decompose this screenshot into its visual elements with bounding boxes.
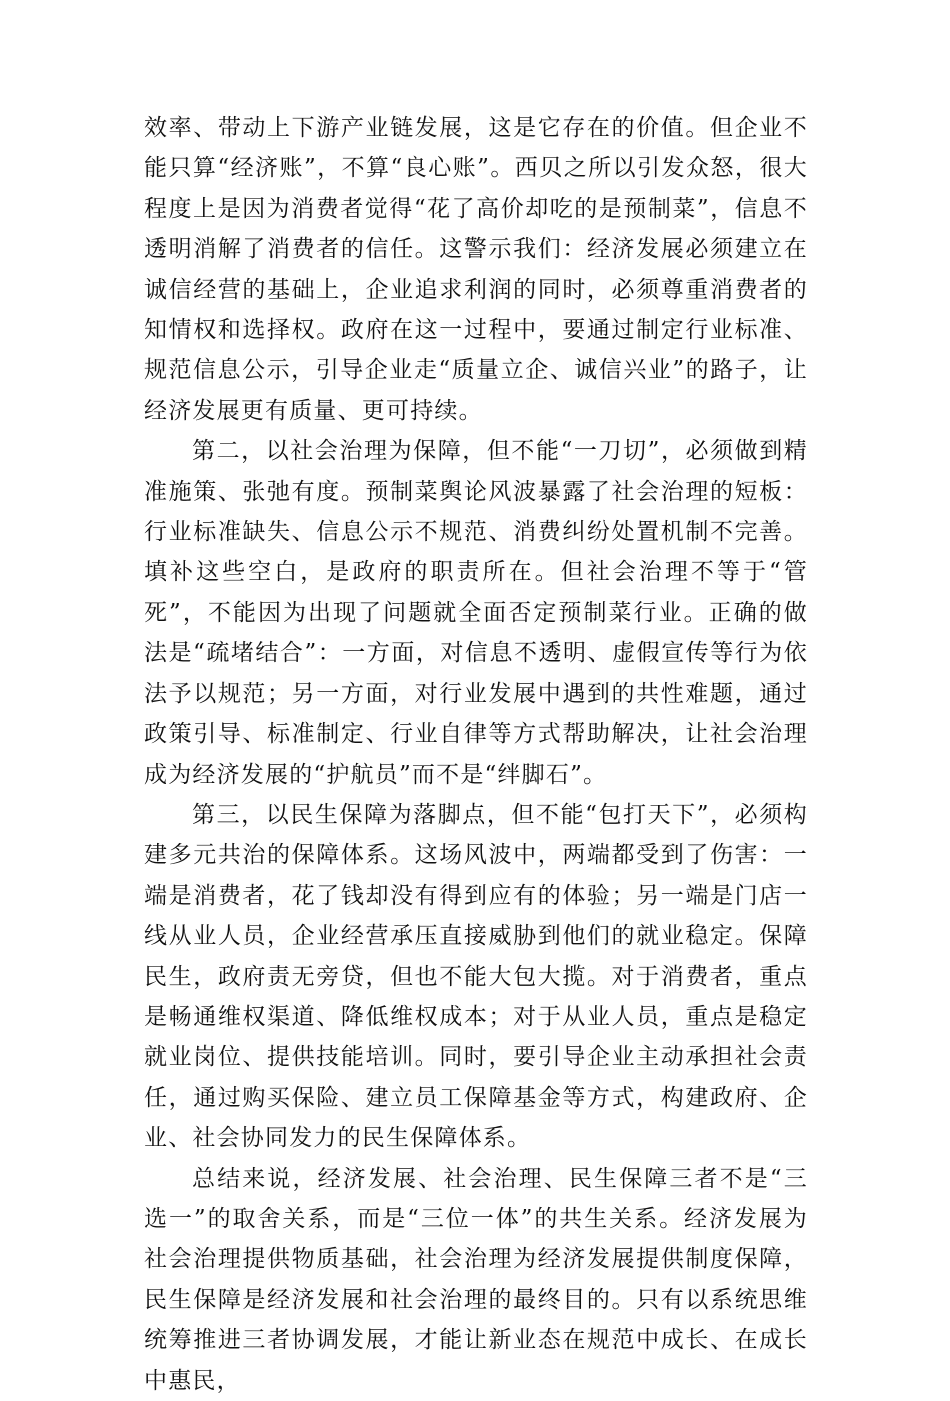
paragraph-third-point: 第三，以民生保障为落脚点，但不能“包打天下”，必须构建多元共治的保障体系。这场风波中，两端都受到了伤害：一端是消费者，花了钱却没有得到应有的体验；另一端是门店一线从业人员，企业经营承压直接威胁到他们的就业稳定。保障民生，政府责无旁贷，但也不能大包大揽。对于消费者，重点是畅通维权渠道、降低维权成本；对于从业人员，重点是稳定就业岗位、提供技能培训。同时，要引导企业主动承担社会责任，通过购买保险、建立员工保障基金等方式，构建政府、企业、社会协同发力的民生保障体系。 xyxy=(144,801,808,1152)
document-page xyxy=(144,108,808,1401)
paragraph-continuation: 效率、带动上下游产业链发展，这是它存在的价值。但企业不能只算“经济账”，不算“良心账”。西贝之所以引发众怒，很大程度上是因为消费者觉得“花了高价却吃的是预制菜”，信息不透明消解了消费者的信任。这警示我们：经济发展必须建立在诚信经营的基础上，企业追求利润的同时，必须尊重消费者的知情权和选择权。政府在这一过程中，要通过制定行业标准、规范信息公示，引导企业走“质量立企、诚信兴业”的路子，让经济发展更有质量、更可持续。 xyxy=(144,115,808,424)
paragraph-summary: 总结来说，经济发展、社会治理、民生保障三者不是“三选一”的取舍关系，而是“三位一体”的共生关系。经济发展为社会治理提供物质基础，社会治理为经济发展提供制度保障，民生保障是经济发展和社会治理的最终目的。只有以系统思维统筹推进三者协调发展，才能让新业态在规范中成长、在成长中惠民， xyxy=(144,1165,808,1394)
paragraph-second-point: 第二，以社会治理为保障，但不能“一刀切”，必须做到精准施策、张弛有度。预制菜舆论风波暴露了社会治理的短板：行业标准缺失、信息公示不规范、消费纠纷处置机制不完善。填补这些空白，是政府的职责所在。但社会治理不等于“管死”，不能因为出现了问题就全面否定预制菜行业。正确的做法是“疏堵结合”：一方面，对信息不透明、虚假宣传等行为依法予以规范；另一方面，对行业发展中遇到的共性难题，通过政策引导、标准制定、行业自律等方式帮助解决，让社会治理成为经济发展的“护航员”而不是“绊脚石”。 xyxy=(144,438,808,788)
